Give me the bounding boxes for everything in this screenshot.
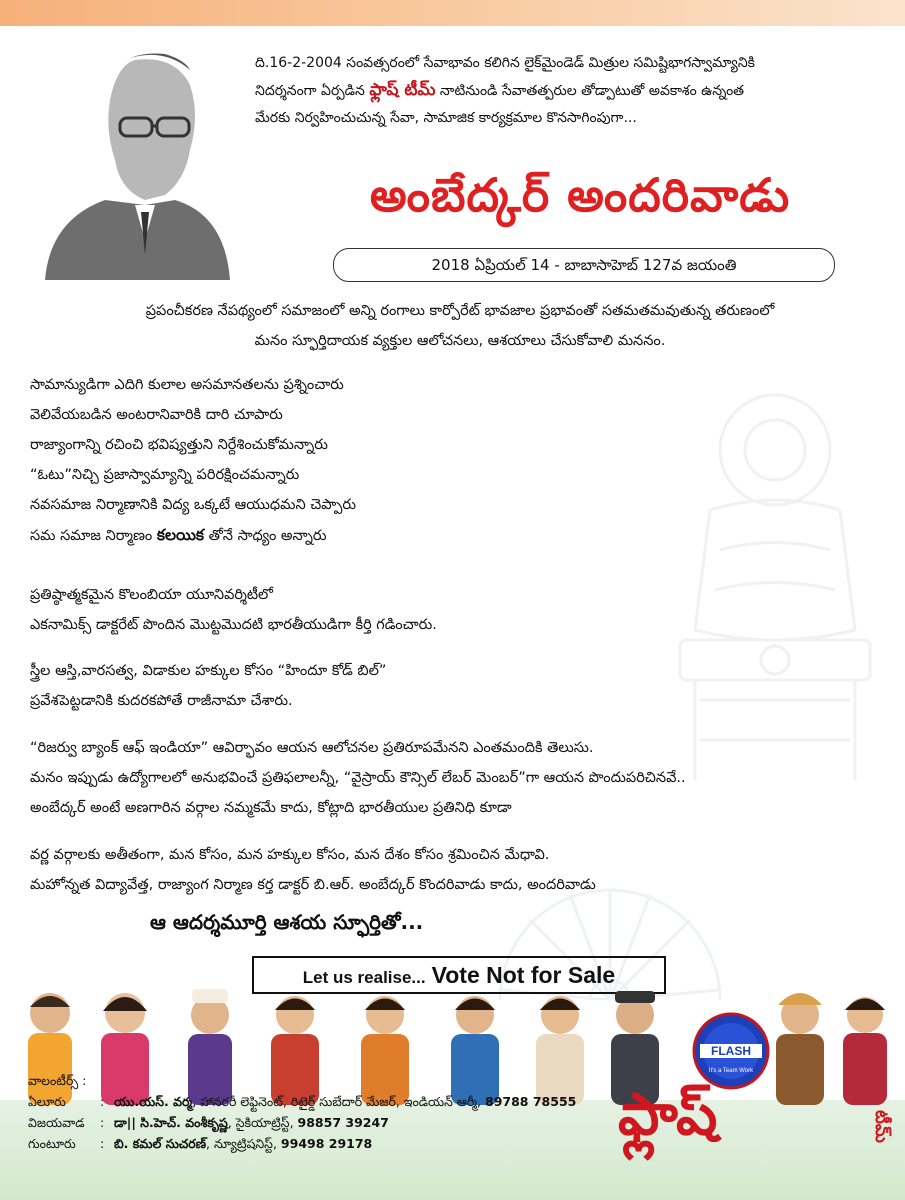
badge-word: FLASH: [711, 1044, 751, 1058]
credit-city: విజయవాడ: [28, 1115, 85, 1130]
credit-name: యు.యస్. వర్మ: [114, 1094, 193, 1109]
text-fragment: తోనే సాధ్యం అన్నారు: [204, 528, 327, 544]
para-line: వర్ణ వర్గాలకు అతీతంగా, మన కోసం, మన హక్కుల కోసం, మన దేశం కోసం శ్రమించిన మేధావి.: [30, 847, 550, 863]
para-line: వెలివేయబడిన అంటరానివారికి దారి చూపారు: [30, 407, 283, 423]
para-hindu-code-bill: [30, 656, 890, 716]
intro-text: [255, 50, 895, 132]
credit-role: , సైకియాట్రిస్ట్,: [227, 1115, 294, 1130]
badge-tagline: It's a Team Work: [708, 1068, 754, 1074]
credit-city: గుంటూరు: [28, 1136, 76, 1151]
para-visionary: [30, 840, 890, 900]
child-figure: [843, 997, 887, 1105]
credit-row: ఏలూరు : యు.యస్. వర్మ, హానరరీ లెఫ్టినెంట్, రిటైర్డ్ సుబేదార్ మేజర్, ఇండియన్ ఆర్మీ, 89788 78555: [28, 1091, 648, 1112]
child-figure: [776, 993, 824, 1105]
para-rbi: [30, 733, 890, 823]
credit-phone: 89788 78555: [485, 1094, 577, 1109]
flash-badge-logo: [692, 1012, 770, 1090]
intro-line: [255, 77, 895, 105]
credits-heading: వాలంటీర్స్ :: [28, 1073, 87, 1088]
para-line: మహోన్నత విద్యావేత్త, రాజ్యాంగ నిర్మాణ కర్త డాక్టర్ బి.ఆర్. అంబేద్కర్ కొందరివాడు కాదు, అందరివాడు: [30, 877, 596, 893]
credit-role: , హానరరీ లెఫ్టినెంట్, రిటైర్డ్ సుబేదార్ మేజర్, ఇండియన్ ఆర్మీ,: [192, 1094, 482, 1109]
para-line: ఎకనామిక్స్ డాక్టరేట్ పొందిన మొట్టమొదటి భారతీయుడిగా కీర్తి గడించారు.: [30, 617, 437, 633]
para-line: “రిజర్వు బ్యాంక్ ఆఫ్ ఇండియా” ఆవిర్భావం ఆయన ఆలోచనల ప్రతిరూపమేనని ఎంతమందికి తెలుసు.: [30, 740, 594, 756]
para-line: “ఓటు”నిచ్చి ప్రజాస్వామ్యాన్ని పరిరక్షించమన్నారు: [30, 467, 300, 483]
saffron-band: [0, 0, 905, 34]
para-line: ప్రవేశపెట్టడానికి కుదరకపోతే రాజీనామా చేశారు.: [30, 693, 293, 709]
anniversary-subtitle: 2018 ఏప్రియల్ 14 - బాబాసాహెబ్ 127వ జయంతి: [333, 248, 835, 282]
poster-title: అంబేద్కర్ అందరివాడు: [369, 168, 791, 222]
para-line: ప్రపంచీకరణ నేపథ్యంలో సమాజంలో అన్ని రంగాలు కార్పోరేట్ భావజాల ప్రభావంతో సతమతమవుతున్న తరుణంలో: [145, 303, 775, 319]
para-line: మనం ఇప్పుడు ఉద్యోగాలలో అనుభవించే ప్రతిఫలాలన్నీ, “వైస్రాయ్ కౌన్సిల్ లేబర్ మెంబర్”గా ఆయన పొందుపరిచినవే..: [30, 770, 686, 786]
para-line: అంబేద్కర్ అంటే అణగారిన వర్గాల నమ్మకమే కాదు, కోట్లాది భారతీయుల ప్రతినిధి కూడా: [30, 800, 512, 816]
para-line: రాజ్యాంగాన్ని రచించి భవిష్యత్తుని నిర్దేశించుకోమన్నారు: [30, 437, 328, 453]
flash-brand-logo: ఫ్లాష్: [618, 1080, 718, 1148]
para-line: నవసమాజ నిర్మాణానికి విద్య ఒక్కటే ఆయుధమని చెప్పారు: [30, 497, 357, 513]
brand-tag: టీమ్: [871, 1110, 892, 1143]
inspiration-line: ఆ ఆదర్శమూర్తి ఆశయ స్ఫూర్తితో...: [150, 910, 424, 934]
intro-text-fragment: నాటినుండి సేవాతత్పరుల తోడ్పాటుతో అవకాశం ఉన్నంత: [435, 83, 745, 99]
intro-text-fragment: నిదర్శనంగా ఏర్పడిన: [255, 83, 370, 99]
para-line: [30, 520, 890, 551]
para-line: మనం స్ఫూర్తిదాయక వ్యక్తుల ఆలోచనలు, ఆశయాలు చేసుకోవాలి మననం.: [254, 333, 666, 349]
credit-city: ఏలూరు: [28, 1094, 66, 1109]
credit-phone: 99498 29178: [280, 1136, 373, 1151]
slogan-main: Vote Not for Sale: [431, 962, 616, 988]
credit-role: , న్యూట్రిషనిస్ట్,: [206, 1136, 277, 1151]
credit-name: బి. కమల్ సుచరణ్: [114, 1136, 207, 1151]
credit-name: డా|| సి.హెచ్. వంశీకృష్ణ: [114, 1115, 228, 1130]
intro-line: ది.16-2-2004 సంవత్సరంలో సేవాభావం కలిగిన లైక్‌మైండెడ్ మిత్రుల సమిష్టిభాగస్వామ్యానికి: [255, 55, 755, 71]
para-line: స్త్రీల ఆస్తి,వారసత్వ, విడాకుల హక్కుల కోసం “హిందూ కోడ్ బిల్”: [30, 663, 387, 679]
emphasized-word: కలయిక: [156, 526, 205, 544]
credit-row: విజయవాడ : డా|| సి.హెచ్. వంశీకృష్ణ, సైకియాట్రిస్ట్, 98857 39247: [28, 1112, 648, 1133]
credit-phone: 98857 39247: [297, 1115, 389, 1130]
para-line: సామాన్యుడిగా ఎదిగి కులాల అసమానతలను ప్రశ్నించారు: [30, 377, 344, 393]
credit-row: గుంటూరు : బి. కమల్ సుచరణ్, న్యూట్రిషనిస్ట్, 99498 29178: [28, 1133, 648, 1154]
intro-line: మేరకు నిర్వహించుచున్న సేవా, సామాజిక కార్యక్రమాల కొనసాగింపుగా...: [255, 110, 637, 126]
para-columbia: [30, 580, 890, 640]
text-fragment: సమ సమాజ నిర్మాణం: [30, 528, 157, 544]
para-achievements: [30, 370, 890, 551]
flash-team-name: ఫ్లాష్ టీమ్: [369, 80, 436, 100]
volunteer-credits: [28, 1070, 648, 1154]
slogan-lead: Let us realise...: [302, 968, 426, 987]
ambedkar-portrait: [25, 40, 240, 290]
para-line: ప్రతిష్ఠాత్మకమైన కొలంబియా యూనివర్శిటీలో: [30, 587, 273, 603]
para-globalization: [30, 296, 890, 356]
